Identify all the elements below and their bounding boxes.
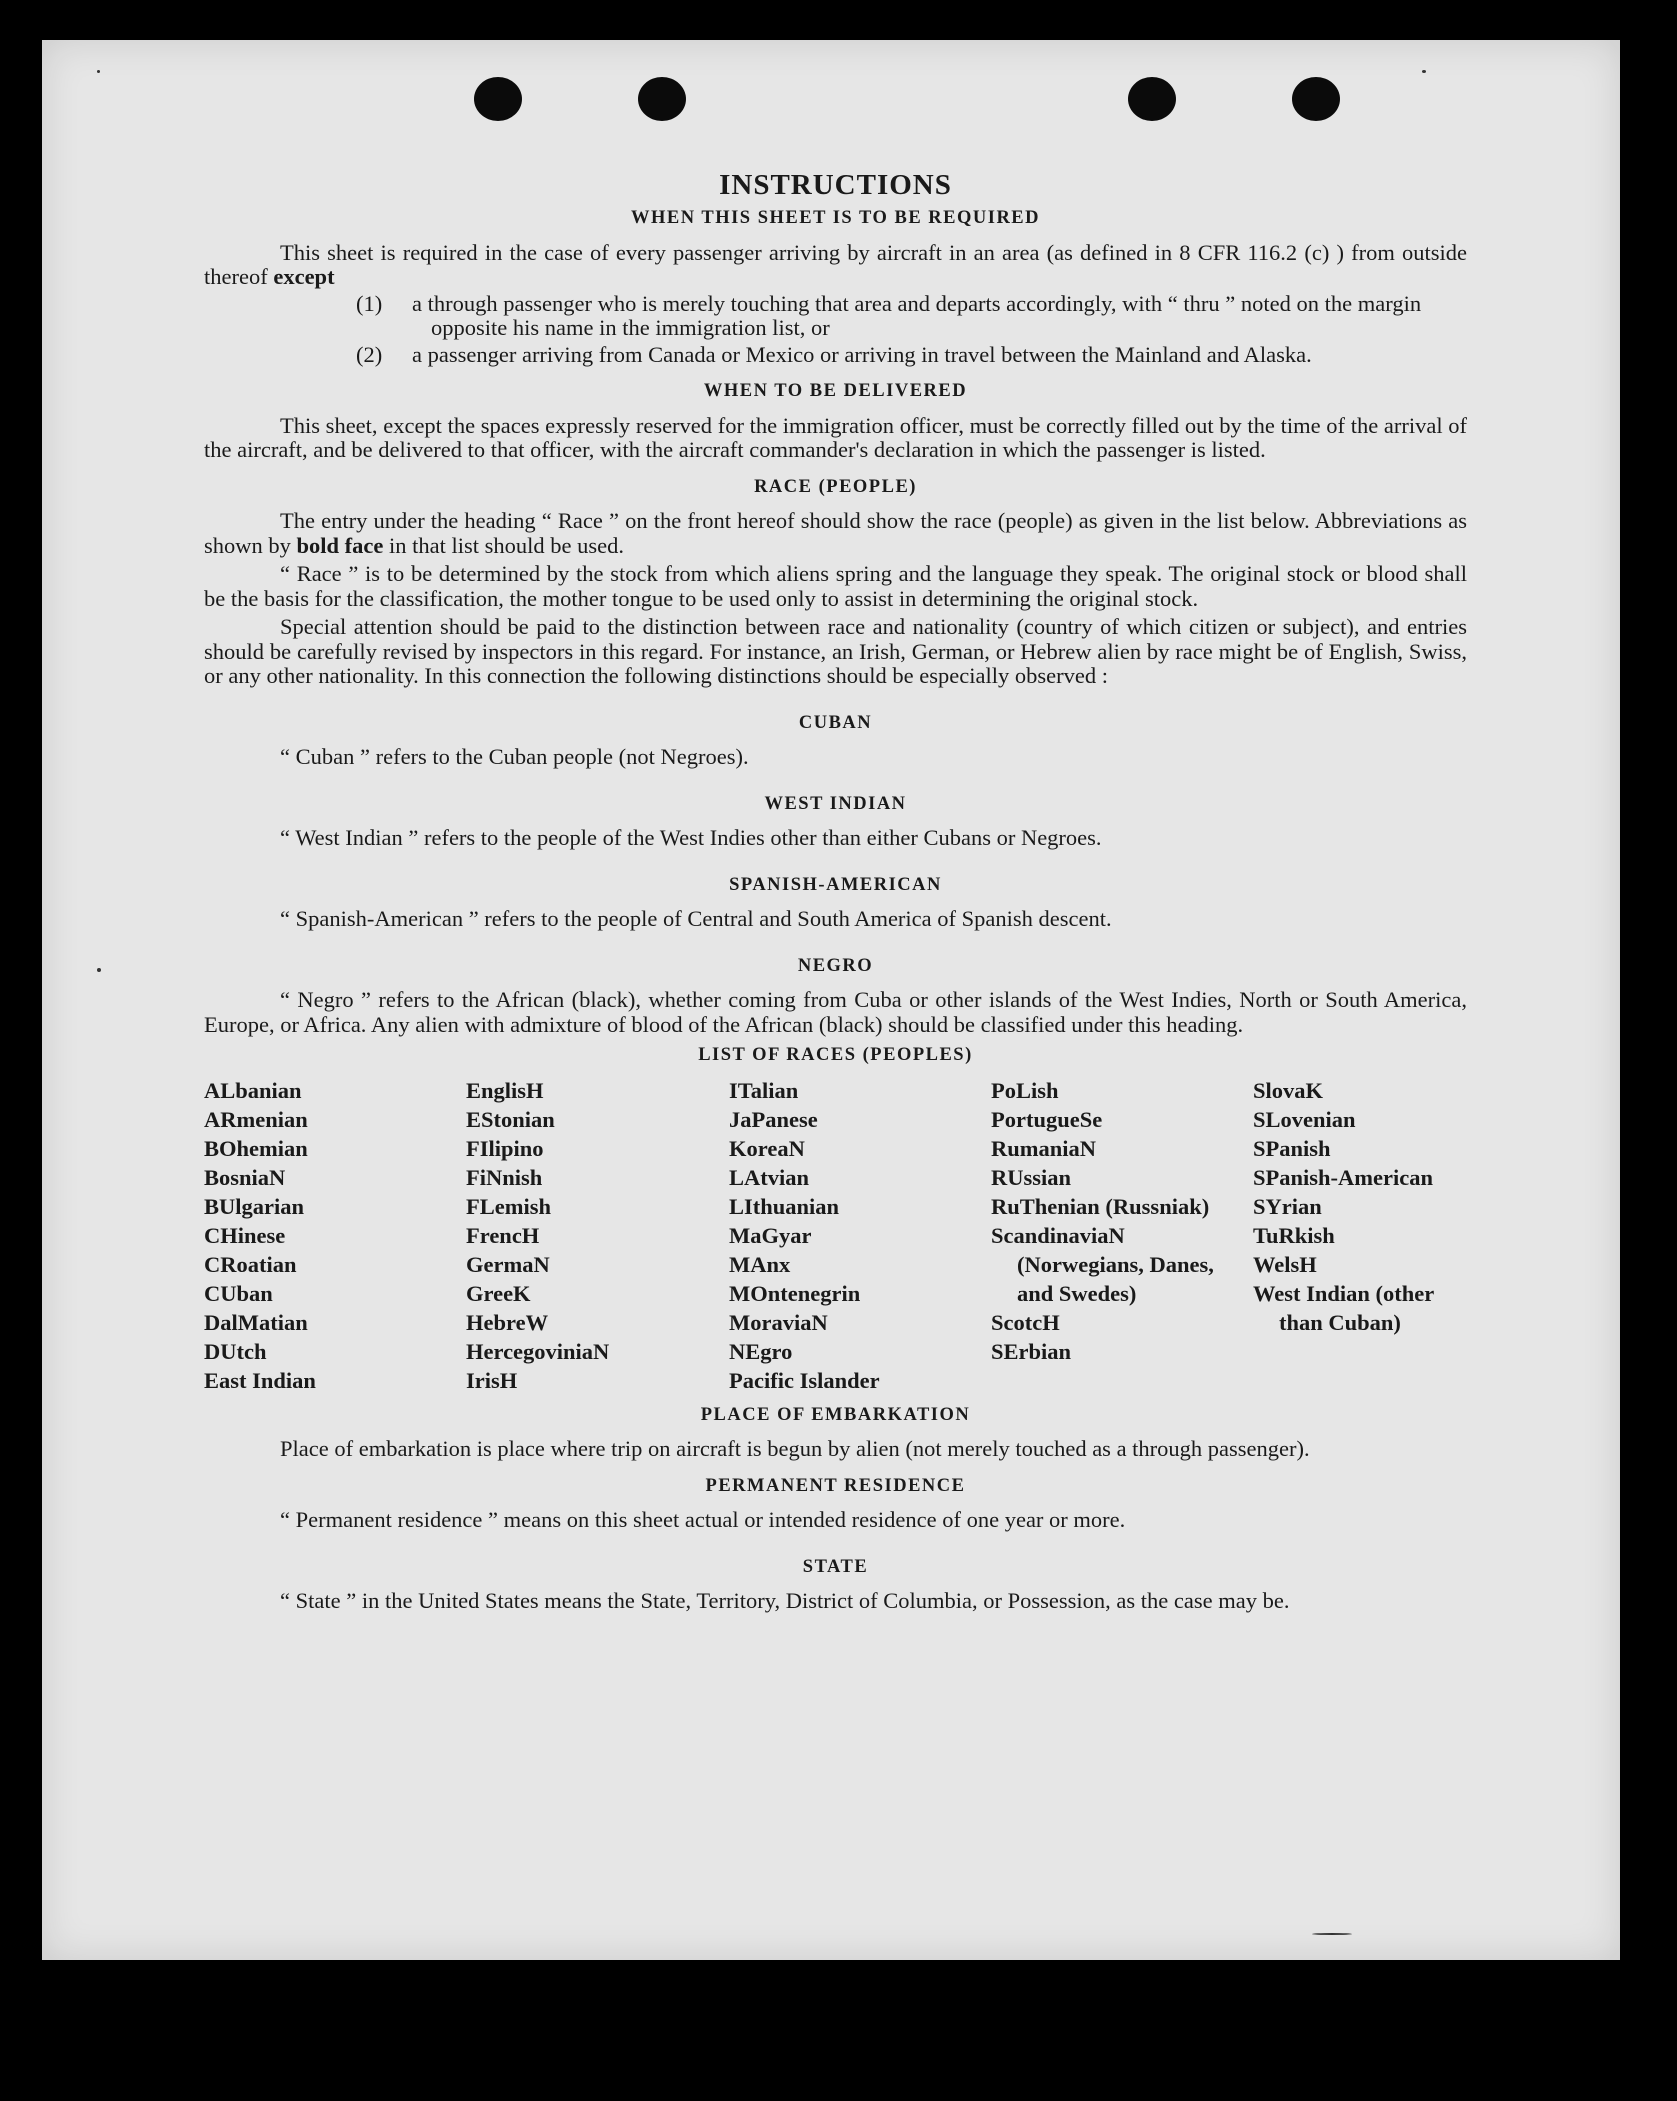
races-column — [991, 1076, 1253, 1395]
race-entry: JaPanese — [729, 1106, 818, 1132]
race-entry: West Indian (other than Cuban) — [1253, 1280, 1434, 1335]
race-entry: CRoatian — [204, 1251, 297, 1277]
heading-negro: NEGRO — [797, 955, 874, 976]
races-column — [1253, 1076, 1467, 1395]
required-intro: This sheet is required in the case of every passenger arriving by aircraft in an area (as defined in 8 CFR 116.2 (c) ) from outside thereof except — [204, 239, 1467, 289]
race-entry: SlovaK — [1253, 1077, 1324, 1103]
speck — [97, 968, 101, 972]
race-entry: IrisH — [466, 1367, 518, 1393]
race-entry: LAtvian — [729, 1164, 810, 1190]
race-entry: ARmenian — [204, 1106, 308, 1132]
race-paragraph-2: “ Race ” is to be determined by the stock from which aliens spring and the language they speak. The original stock or blood shall be the basis for the classification, the mother tongue to be used only to assist in determining the original stock. — [204, 561, 1467, 611]
punch-hole — [638, 77, 686, 121]
speck — [97, 70, 100, 73]
race-entry: NEgro — [729, 1338, 793, 1364]
race-entry: RuThenian (Russniak) — [991, 1193, 1210, 1219]
race-entry: WelsH — [1253, 1251, 1317, 1277]
race-entry: BOhemian — [204, 1135, 308, 1161]
heading-required: WHEN THIS SHEET IS TO BE REQUIRED — [630, 208, 1041, 228]
race-entry: Pacific Islander — [729, 1367, 880, 1393]
residence-text: “ Permanent residence ” means on this sheet actual or intended residence of one year or more. — [280, 1507, 1126, 1532]
race-entry: RUssian — [991, 1164, 1072, 1190]
races-column — [729, 1076, 991, 1395]
heading-delivered: WHEN TO BE DELIVERED — [703, 381, 968, 401]
race-entry: SPanish-American — [1253, 1164, 1433, 1190]
heading-residence: PERMANENT RESIDENCE — [705, 1475, 966, 1496]
race-entry: BUlgarian — [204, 1193, 305, 1219]
races-column — [466, 1076, 729, 1395]
required-item: (2) a passenger arriving from Canada or Mexico or arriving in travel between the Mainland and Alaska. — [356, 341, 1312, 367]
heading-embarkation: PLACE OF EMBARKATION — [700, 1404, 971, 1425]
race-entry: East Indian — [204, 1367, 316, 1393]
embarkation-text: Place of embarkation is place where trip on aircraft is begun by alien (not merely touched as a through passenger). — [280, 1436, 1310, 1461]
race-entry: PoLish — [991, 1077, 1059, 1103]
race-entry: DUtch — [204, 1338, 267, 1364]
instructions-content — [204, 168, 1467, 1614]
race-entry: GermaN — [466, 1251, 550, 1277]
west-indian-text: “ West Indian ” refers to the people of the West Indies other than either Cubans or Negroes. — [280, 825, 1102, 850]
page-title: INSTRUCTIONS — [719, 169, 952, 201]
race-entry: SPanish — [1253, 1135, 1331, 1161]
race-entry: ScotcH — [991, 1309, 1060, 1335]
race-paragraph-1: The entry under the heading “ Race ” on the front hereof should show the race (people) as given in the list below. Abbreviations as shown by bold face in that list should be used. — [204, 508, 1467, 558]
race-entry: HebreW — [466, 1309, 549, 1335]
document-page — [42, 40, 1620, 1960]
heading-list: LIST OF RACES (PEOPLES) — [698, 1045, 973, 1065]
heading-spanish-american: SPANISH-AMERICAN — [729, 874, 942, 895]
race-entry: RumaniaN — [991, 1135, 1097, 1161]
punch-hole — [1128, 77, 1176, 121]
punch-hole — [474, 77, 522, 121]
race-entry: FLemish — [466, 1193, 552, 1219]
heading-west-indian: WEST INDIAN — [764, 793, 907, 814]
race-entry: LIthuanian — [729, 1193, 840, 1219]
speck — [1422, 70, 1426, 73]
speck — [1312, 1933, 1352, 1935]
negro-text: “ Negro ” refers to the African (black), whether coming from Cuba or other islands of the West Indies, North or South America, Europe, or Africa. Any alien with admixture of blood of the African (black) should be classified under this heading. — [204, 987, 1467, 1037]
state-text: “ State ” in the United States means the State, Territory, District of Columbia, or Possession, as the case may be. — [280, 1588, 1290, 1613]
heading-cuban: CUBAN — [798, 712, 873, 733]
race-entry: FrencH — [466, 1222, 540, 1248]
race-entry: MoraviaN — [729, 1309, 828, 1335]
race-entry: MOntenegrin — [729, 1280, 861, 1306]
race-entry: SLovenian — [1253, 1106, 1356, 1132]
race-entry: EnglisH — [466, 1077, 544, 1103]
race-entry: BosniaN — [204, 1164, 286, 1190]
race-entry: FiNnish — [466, 1164, 543, 1190]
race-entry: CHinese — [204, 1222, 286, 1248]
races-list — [204, 1076, 1467, 1395]
punch-hole — [1292, 77, 1340, 121]
race-entry: GreeK — [466, 1280, 531, 1306]
heading-state: STATE — [802, 1556, 869, 1577]
race-entry: CUban — [204, 1280, 273, 1306]
spanish-american-text: “ Spanish-American ” refers to the people of Central and South America of Spanish descent. — [280, 906, 1112, 931]
race-entry: FIlipino — [466, 1135, 544, 1161]
race-entry: MaGyar — [729, 1222, 812, 1248]
cuban-text: “ Cuban ” refers to the Cuban people (not Negroes). — [280, 744, 749, 769]
races-column — [204, 1076, 466, 1395]
race-entry: ITalian — [729, 1077, 799, 1103]
race-entry: HercegoviniaN — [466, 1338, 610, 1364]
race-entry: DalMatian — [204, 1309, 308, 1335]
required-item: (1) a through passenger who is merely touching that area and departs accordingly, with “ thru ” noted on the margin opposite his name in the immigration list, or — [356, 290, 1422, 340]
race-entry: ScandinaviaN (Norwegians, Danes, and Swedes) — [991, 1222, 1214, 1306]
race-entry: TuRkish — [1253, 1222, 1335, 1248]
race-entry: ALbanian — [204, 1077, 302, 1103]
race-entry: MAnx — [729, 1251, 791, 1277]
race-entry: PortugueSe — [991, 1106, 1103, 1132]
race-entry: EStonian — [466, 1106, 555, 1132]
race-entry: KoreaN — [729, 1135, 805, 1161]
race-paragraph-3: Special attention should be paid to the distinction between race and nationality (country of which citizen or subject), and entries should be carefully revised by inspectors in this regard. For instance, an Irish, German, or Hebrew alien by race might be of English, Swiss, or any other nationality. In this connection the following distinctions should be especially observed : — [204, 614, 1467, 688]
race-entry: SYrian — [1253, 1193, 1322, 1219]
race-entry: SErbian — [991, 1338, 1072, 1364]
delivered-text: This sheet, except the spaces expressly reserved for the immigration officer, must be correctly filled out by the time of the arrival of the aircraft, and be delivered to that officer, with the aircraft commander's declaration in which the passenger is listed. — [204, 412, 1467, 462]
heading-race: RACE (PEOPLE) — [754, 476, 917, 497]
